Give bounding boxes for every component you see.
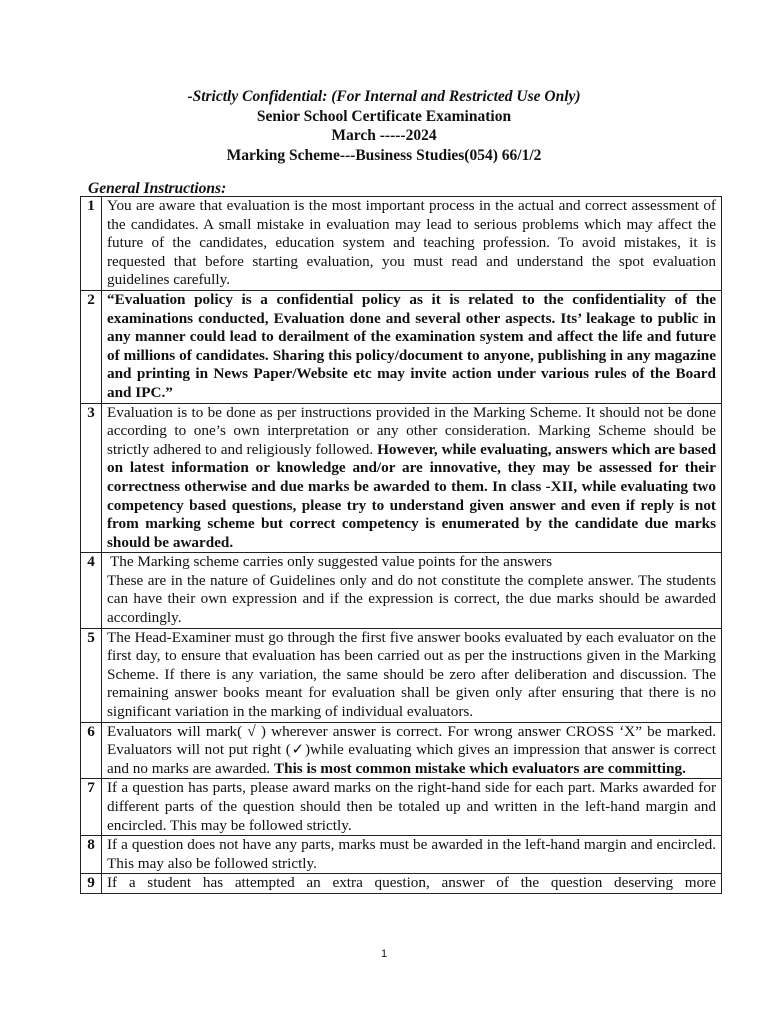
- instruction-row: [81, 290, 722, 403]
- instruction-row: [81, 628, 722, 722]
- general-instructions-heading: General Instructions:: [88, 180, 227, 197]
- instruction-text: The Head-Examiner must go through the first five answer books evaluated by each evaluator on the first day, to ensure that evaluation has been carried out as per the instructions given in the Marking Scheme. If there is any variation, the same should be zero after deliberation and discussion. The remaining answer books meant for evaluation shall be given only after ensuring that there is no significant variation in the marking of individual evaluators.: [102, 628, 722, 722]
- instruction-text: [102, 874, 722, 894]
- instruction-number: 5: [81, 628, 102, 722]
- instruction-number: 2: [81, 290, 102, 403]
- instruction-text: “Evaluation policy is a confidential policy as it is related to the confidentiality of the examinations conducted, Evaluation done and several other aspects. Its’ leakage to public in any manner could lead to derailment of the examination system and affect the life and future of millions of candidates. Sharing this policy/document to anyone, publishing in any magazine and printing in News Paper/Website etc may invite action under various rules of the Board and IPC.”: [102, 290, 722, 403]
- instruction-text: [102, 403, 722, 553]
- instruction-text-bold: However, while evaluating, answers which are based on latest information or knowledge and/or are innovative, they may be assessed for their correctness otherwise and due marks be awarded to them. In class -XII, while evaluating two competency based questions, please try to understand given answer and even if reply is not from marking scheme but correct competency is enumerated by the candidate due marks should be awarded.: [107, 440, 717, 551]
- instruction-text-bold: This is most common mistake which evaluators are committing.: [274, 759, 686, 777]
- instructions-table: [80, 196, 722, 894]
- instruction-text: You are aware that evaluation is the most important process in the actual and correct assessment of the candidates. A small mistake in evaluation may lead to serious problems which may affect the future of the candidates, education system and teaching profession. To avoid mistakes, it is requested that before starting evaluation, you must read and understand the spot evaluation guidelines carefully.: [102, 197, 722, 291]
- instruction-row: [81, 553, 722, 628]
- document-header: [0, 87, 768, 165]
- instruction-text: If a question does not have any parts, marks must be awarded in the left-hand margin and encircled. This may also be followed strictly.: [102, 836, 722, 874]
- instruction-text-regular: Evaluation is to be done as per instructions provided in the Marking Scheme. It should not be done according to one’s own interpretation or any other consideration. Marking Scheme should be strictly adhered to and religiously followed.: [107, 403, 716, 458]
- instruction-number: 8: [81, 836, 102, 874]
- instruction-number: 1: [81, 197, 102, 291]
- instruction-number: 9: [81, 874, 102, 894]
- instruction-row: [81, 403, 722, 553]
- exam-title: Senior School Certificate Examination: [256, 107, 512, 125]
- instruction-number: 4: [81, 553, 102, 628]
- subject-title: Marking Scheme---Business Studies(054) 66/1/2: [226, 146, 542, 164]
- page-number: 1: [380, 948, 388, 960]
- instruction-row: [81, 197, 722, 291]
- instruction-row: [81, 874, 722, 894]
- instruction-number: 6: [81, 722, 102, 779]
- instruction-text: If a question has parts, please award marks on the right-hand side for each part. Marks awarded for different parts of the question should then be totaled up and written in the left-hand margin and encircled. This may be followed strictly.: [102, 779, 722, 836]
- instruction-number: 3: [81, 403, 102, 553]
- instruction-text: [102, 553, 722, 628]
- instruction-number: 7: [81, 779, 102, 836]
- confidential-notice: -Strictly Confidential: (For Internal and Restricted Use Only): [187, 88, 581, 105]
- exam-session: March -----2024: [331, 127, 437, 144]
- instruction-row: [81, 722, 722, 779]
- instruction-row: [81, 836, 722, 874]
- instruction-text: [102, 722, 722, 779]
- instruction-row: [81, 779, 722, 836]
- instruction-text-regular: Evaluators will mark( √ ) wherever answer is correct. For wrong answer CROSS ‘X” be marked. Evaluators will not put right (✓)while evaluating which gives an impression that answer is correct and no marks are awarded.: [107, 722, 716, 777]
- instruction-body: These are in the nature of Guidelines only and do not constitute the complete answer. The students can have their own expression and if the expression is correct, the due marks should be awarded accordingly.: [107, 571, 716, 627]
- instruction-first-line: The Marking scheme carries only suggested value points for the answers: [110, 553, 552, 571]
- instruction-text-line: If a student has attempted an extra question, answer of the question deserving more: [107, 874, 716, 891]
